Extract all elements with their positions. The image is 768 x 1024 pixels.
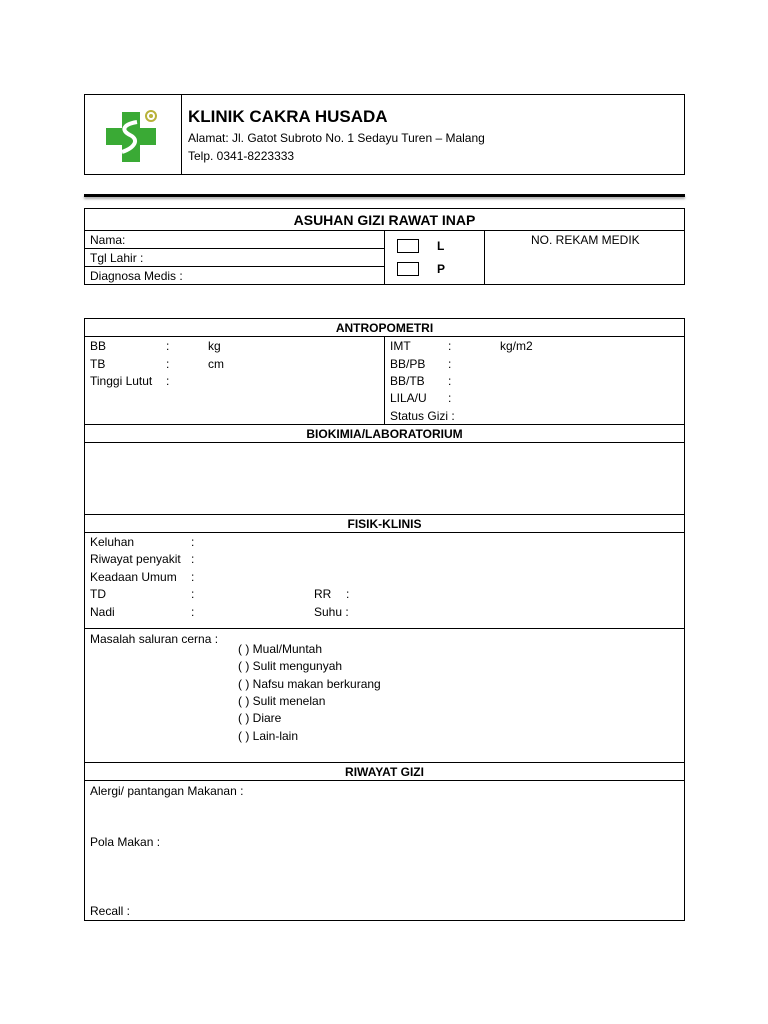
gender-female-checkbox[interactable] [397,262,419,276]
gender-male-checkbox[interactable] [397,239,419,253]
rr-colon: : [346,587,350,601]
history-colon: : [191,552,195,566]
bbpb-colon: : [448,357,452,371]
section-title-anthropometry: ANTROPOMETRI [335,321,434,335]
condition-colon: : [191,570,195,584]
nutrition-status-label: Status Gizi : [390,409,455,423]
bbtb-colon: : [448,374,452,388]
section-divider [84,628,685,629]
row-divider [84,266,384,267]
history-label: Riwayat penyakit [90,552,181,566]
gender-male-label: L [437,239,445,253]
digestive-option[interactable]: ( ) Diare [238,711,282,725]
complaint-label: Keluhan [90,535,135,549]
bbpb-label: BB/PB [390,357,426,371]
gender-female-label: P [437,262,446,276]
col-divider [384,336,385,424]
clinic-phone: Telp. 0341-8223333 [188,149,295,163]
section-divider [84,442,685,443]
clinic-address: Alamat: Jl. Gatot Subroto No. 1 Sedayu Turen – Malang [188,131,485,145]
col-divider [484,230,485,285]
complaint-colon: : [191,535,195,549]
tb-colon: : [166,357,170,371]
diagnosis-label: Diagnosa Medis : [90,269,183,283]
dob-label: Tgl Lahir : [90,251,144,265]
medical-record-label: NO. REKAM MEDIK [531,233,640,247]
row-divider [84,248,384,249]
lila-label: LILA/U [390,391,427,405]
section-divider [84,532,685,533]
knee-height-colon: : [166,374,170,388]
bb-colon: : [166,339,170,353]
temperature-label: Suhu : [314,605,349,619]
bbtb-label: BB/TB [390,374,425,388]
header-separator [84,194,685,197]
clinic-name: KLINIK CAKRA HUSADA [188,107,388,126]
col-divider [384,230,385,285]
section-divider [84,424,685,425]
pulse-label: Nadi [90,605,115,619]
tb-unit: cm [208,357,224,371]
digestive-problem-label: Masalah saluran cerna : [90,632,219,646]
lila-colon: : [448,391,452,405]
digestive-option[interactable]: ( ) Nafsu makan berkurang [238,677,381,691]
recall-label: Recall : [90,904,131,918]
clinic-logo-icon [104,108,160,166]
digestive-option[interactable]: ( ) Lain-lain [238,729,299,743]
form-title: ASUHAN GIZI RAWAT INAP [293,212,476,228]
td-colon: : [191,587,195,601]
section-divider [84,762,685,763]
imt-label: IMT [390,339,411,353]
td-label: TD [90,587,106,601]
section-title-nutrition-history: RIWAYAT GIZI [345,765,424,779]
name-label: Nama: [90,233,126,247]
diet-pattern-label: Pola Makan : [90,835,161,849]
imt-unit: kg/m2 [500,339,533,353]
digestive-option[interactable]: ( ) Sulit mengunyah [238,659,343,673]
imt-colon: : [448,339,452,353]
pulse-colon: : [191,605,195,619]
section-divider [84,780,685,781]
digestive-option[interactable]: ( ) Sulit menelan [238,694,326,708]
section-divider [84,514,685,515]
rr-label: RR [314,587,332,601]
digestive-option[interactable]: ( ) Mual/Muntah [238,642,323,656]
allergy-label: Alergi/ pantangan Makanan : [90,784,244,798]
knee-height-label: Tinggi Lutut [90,374,153,388]
header-divider [181,94,182,175]
bb-label: BB [90,339,107,353]
tb-label: TB [90,357,106,371]
section-title-clinical: FISIK-KLINIS [347,517,422,531]
bb-unit: kg [208,339,221,353]
section-title-biochem: BIOKIMIA/LABORATORIUM [306,427,463,441]
condition-label: Keadaan Umum [90,570,177,584]
